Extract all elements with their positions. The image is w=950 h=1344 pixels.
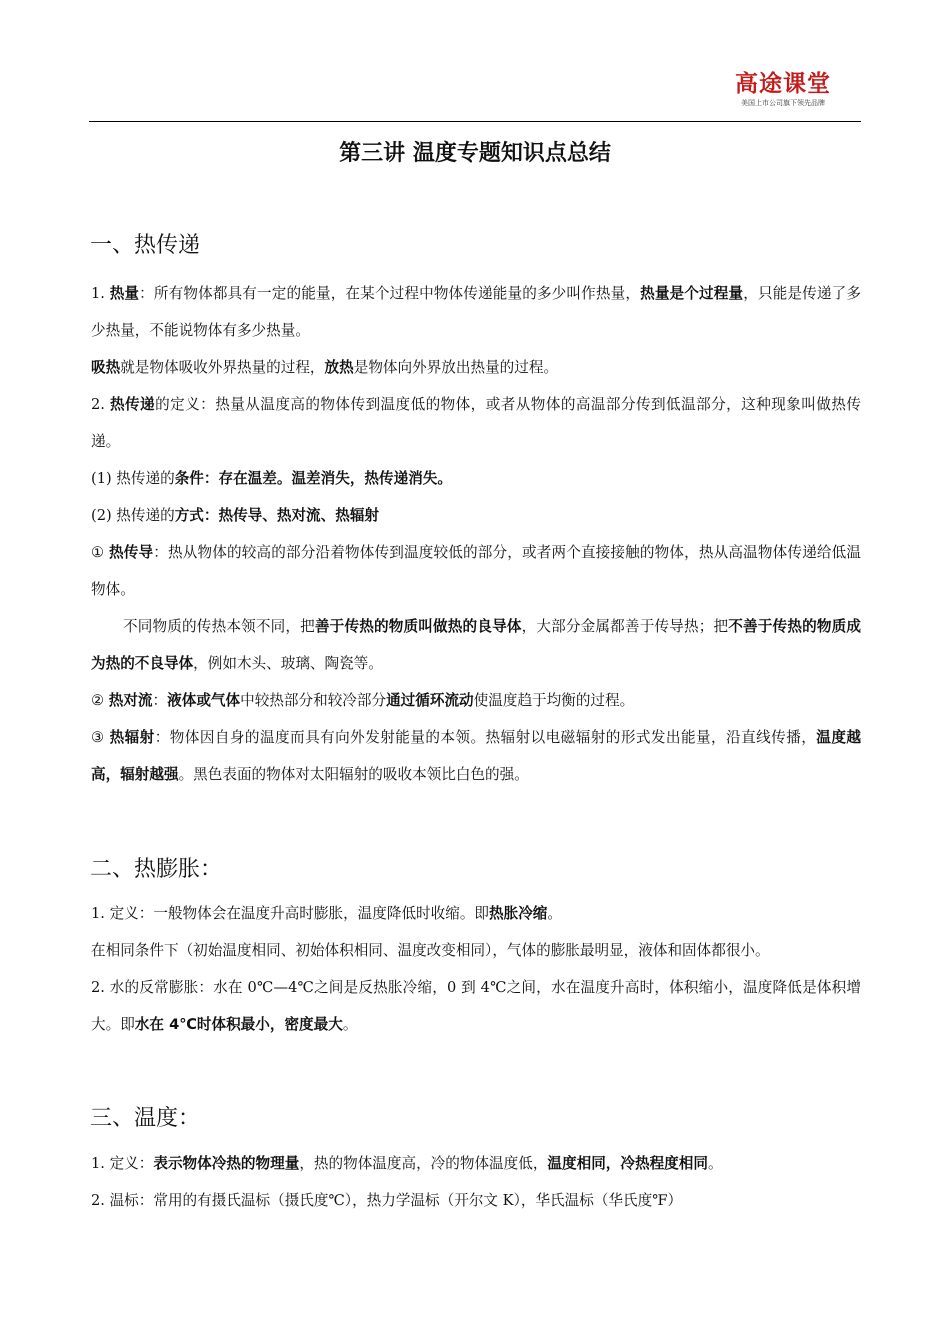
text-run: ，例如木头、玻璃、陶瓷等。 [193,655,383,672]
text-run: 。 [707,1155,723,1172]
text-run: 2. [91,396,110,413]
bold-text: 热辐射 [109,729,155,746]
paragraph [91,932,861,969]
text-run: 1. 定义： [91,1155,154,1172]
text-run: ：所有物体都具有一定的能量，在某个过程中物体传递能量的多少叫作热量， [139,285,641,302]
paragraph [91,1182,861,1219]
section-heading-temperature: 三、温度： [90,1106,201,1131]
text-run: 是物体向外界放出热量的过程。 [353,359,559,376]
text-run: ② [91,692,109,709]
bold-text: 条件：存在温差。温差消失，热传递消失。 [174,470,452,487]
text-run: 。黑色表面的物体对太阳辐射的吸收本领比白色的强。 [178,766,529,783]
paragraph [91,1145,861,1182]
bold-text: 热对流 [108,692,153,709]
text-run: (1) 热传递的 [91,470,175,487]
header-divider [89,121,861,122]
logo-subtext: 美国上市公司旗下领先品牌 [741,99,825,107]
text-run: 就是物体吸收外界热量的过程， [120,359,325,376]
text-run: 。 [342,1016,358,1033]
bold-text: 温度相同，冷热程度相同 [547,1155,708,1172]
bold-text: 水在 4℃时体积最小，密度最大 [134,1016,343,1033]
paragraph [91,349,861,386]
text-run: ，只能是传递了多少热量，不能说物体有多少热量。 [91,285,861,339]
section-heading-thermal-expansion: 二、热膨胀： [90,857,223,882]
text-run: 1. [91,285,110,302]
paragraph [91,386,861,460]
logo-text: 高途课堂 [735,71,831,97]
paragraph [91,534,861,608]
text-run: ：热从物体的较高的部分沿着物体传到温度较低的部分，或者两个直接接触的物体，热从高温物体传递给低温物体。 [91,544,861,598]
bold-text: 热传递 [110,396,156,413]
bold-text: 吸热 [91,359,121,376]
text-run: ，热的物体温度高，冷的物体温度低， [299,1155,548,1172]
section-heading-heat-transfer: 一、热传递 [90,233,201,258]
paragraph [91,497,861,534]
paragraph [91,719,861,793]
text-run: 中较热部分和较冷部分 [240,692,387,709]
bold-text: 放热 [324,359,354,376]
bold-text: 液体或气体 [167,692,241,709]
paragraph [91,682,861,719]
text-run: (2) 热传递的 [91,507,175,524]
text-run: 使温度趋于均衡的过程。 [473,692,635,709]
text-run: ① [91,544,110,561]
bold-text: 热胀冷缩 [489,905,548,922]
paragraph [91,608,861,682]
bold-text: 方式：热传导、热对流、热辐射 [174,507,380,524]
bold-text: 热传导 [109,544,154,561]
text-run: 。 [547,905,563,922]
text-run: 2. 水的反常膨胀：水在 0℃—4℃之间是反热胀冷缩，0 到 4℃之间，水在温度升高时，体积缩小，温度降低是体积增大。即 [91,979,861,1033]
bold-text: 温度越高，辐射越强 [91,729,861,783]
paragraph [91,460,861,497]
text-run: 1. 定义：一般物体会在温度升高时膨胀，温度降低时收缩。即 [91,905,490,922]
text-run: 的定义：热量从温度高的物体传到温度低的物体，或者从物体的高温部分传到低温部分，这种现象叫做热传递。 [91,396,861,450]
page-title: 第三讲 温度专题知识点总结 [339,141,611,166]
text-run: 2. 温标：常用的有摄氏温标（摄氏度℃），热力学温标（开尔文 K），华氏温标（华氏度℉） [91,1192,683,1209]
text-run: ： [152,692,168,709]
bold-text: 通过循环流动 [386,692,474,709]
paragraph [91,895,861,932]
text-run: 在相同条件下（初始温度相同、初始体积相同、温度改变相同），气体的膨胀最明显，液体和固体都很小。 [91,942,770,959]
bold-text: 不善于传热的物质成为热的不良导体 [91,618,861,672]
brand-logo [724,70,842,108]
text-run: ③ [91,729,110,746]
text-run: ：物体因自身的温度而具有向外发射能量的本领。热辐射以电磁辐射的形式发出能量，沿直线传播， [154,729,817,746]
bold-text: 表示物体冷热的物理量 [153,1155,300,1172]
bold-text: 善于传热的物质叫做热的良导体 [314,618,522,635]
bold-text: 热量 [109,285,140,302]
text-run: ，大部分金属都善于传导热；把 [521,618,729,635]
paragraph [91,275,861,349]
bold-text: 热量是个过程量 [640,285,744,302]
paragraph [91,969,861,1043]
text-run: 不同物质的传热本领不同，把 [123,618,315,635]
